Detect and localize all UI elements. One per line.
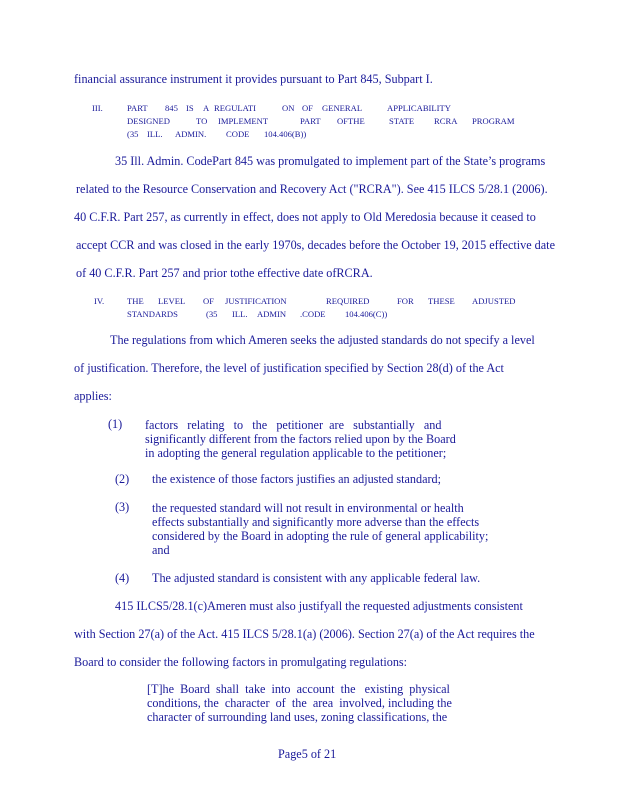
text-line: applies: xyxy=(74,389,112,403)
list-item-line: in adopting the general regulation applicable to the petitioner; xyxy=(145,446,447,460)
page-number: Page5 of 21 xyxy=(278,747,337,761)
heading-word: OF xyxy=(203,296,214,306)
list-item-line: The adjusted standard is consistent with any applicable federal law. xyxy=(152,571,481,585)
heading-word: .CODE xyxy=(300,309,326,319)
heading-word: 104.406(C)) xyxy=(345,309,388,319)
text-line: related to the Resource Conservation and Recovery Act ("RCRA"). See 415 ILCS 5/28.1 (2006). xyxy=(76,182,548,196)
heading-word: IS xyxy=(186,103,194,113)
heading-word: ADMIN. xyxy=(175,129,207,139)
heading-word: TO xyxy=(196,116,208,126)
list-item-text xyxy=(152,571,480,585)
heading-word: IMPLEMENT xyxy=(218,116,269,126)
list-number: (4) xyxy=(115,571,130,585)
heading-word: GENERAL xyxy=(322,103,363,113)
list-number: (3) xyxy=(115,500,130,514)
heading-word: ILL. xyxy=(147,129,163,139)
text-line: Board to consider the following factors in promulgating regulations: xyxy=(74,655,408,669)
section-heading-iii xyxy=(0,102,618,142)
heading-numeral: III. xyxy=(92,103,103,113)
list-item-line: the existence of those factors justifies an adjusted standard; xyxy=(152,472,442,486)
heading-word: OF xyxy=(302,103,313,113)
heading-word: PROGRAM xyxy=(472,116,515,126)
text-line: of 40 C.F.R. Part 257 and prior tothe effective date ofRCRA. xyxy=(76,266,373,280)
heading-word: REQUIRED xyxy=(326,296,370,306)
list-item-line: factors relating to the petitioner are substantially and xyxy=(145,418,442,432)
list-item-text xyxy=(152,501,488,557)
heading-word: THESE xyxy=(428,296,455,306)
heading-word: 845 xyxy=(165,103,178,113)
heading-word: (35 xyxy=(127,129,139,139)
block-quote xyxy=(147,682,452,724)
quote-line: conditions, the character of the area involved, including the xyxy=(147,696,452,710)
heading-word: PART xyxy=(127,103,148,113)
quote-line: character of surrounding land uses, zoning classifications, the xyxy=(147,710,448,724)
heading-word: ON xyxy=(282,103,295,113)
text-line: The regulations from which Ameren seeks the adjusted standards do not specify a level xyxy=(110,333,535,347)
heading-word: STANDARDS xyxy=(127,309,178,319)
quote-line: [T]he Board shall take into account the existing physical xyxy=(147,682,450,696)
list-item-line: significantly different from the factors relied upon by the Board xyxy=(145,432,456,446)
list-number: (1) xyxy=(108,417,123,431)
heading-word: 104.406(B)) xyxy=(264,129,307,139)
heading-numeral: IV. xyxy=(94,296,105,306)
heading-word: LEVEL xyxy=(158,296,186,306)
heading-word: JUSTIFICATION xyxy=(225,296,287,306)
heading-word: ILL. xyxy=(232,309,248,319)
heading-word: STATE xyxy=(389,116,415,126)
heading-word: OFTHE xyxy=(337,116,365,126)
heading-word: APPLICABILITY xyxy=(387,103,451,113)
heading-word: (35 xyxy=(206,309,218,319)
list-item-text xyxy=(145,418,456,460)
text-line: 415 ILCS5/28.1(c)Ameren must also justifyall the requested adjustments consistent xyxy=(115,599,523,613)
heading-word: A xyxy=(203,103,210,113)
heading-word: DESIGNED xyxy=(127,116,170,126)
list-item-line: effects substantially and significantly more adverse than the effects xyxy=(152,515,480,529)
text-line: 40 C.F.R. Part 257, as currently in effect, does not apply to Old Meredosia because it ceased to xyxy=(74,210,536,224)
list-item-line: considered by the Board in adopting the rule of general applicability; xyxy=(152,529,489,543)
heading-word: THE xyxy=(127,296,144,306)
text-line: financial assurance instrument it provides pursuant to Part 845, Subpart I. xyxy=(74,72,433,86)
heading-word: CODE xyxy=(226,129,250,139)
heading-word: ADMIN xyxy=(257,309,287,319)
heading-word: PART xyxy=(300,116,321,126)
text-line: accept CCR and was closed in the early 1970s, decades before the October 19, 2015 effective date xyxy=(76,238,555,252)
list-number: (2) xyxy=(115,472,130,486)
text-line: of justification. Therefore, the level of justification specified by Section 28(d) of the Act xyxy=(74,361,504,375)
list-item-text xyxy=(152,472,441,486)
heading-word: REGULATI xyxy=(214,103,257,113)
heading-word: FOR xyxy=(397,296,414,306)
heading-word: ADJUSTED xyxy=(472,296,516,306)
text-line: with Section 27(a) of the Act. 415 ILCS 5/28.1(a) (2006). Section 27(a) of the Act requires the xyxy=(74,627,535,641)
section-heading-iv xyxy=(0,295,618,323)
text-line: 35 Ill. Admin. CodePart 845 was promulgated to implement part of the State’s programs xyxy=(115,154,546,168)
heading-word: RCRA xyxy=(434,116,458,126)
list-item-line: and xyxy=(152,543,170,557)
list-item-line: the requested standard will not result in environmental or health xyxy=(152,501,464,515)
